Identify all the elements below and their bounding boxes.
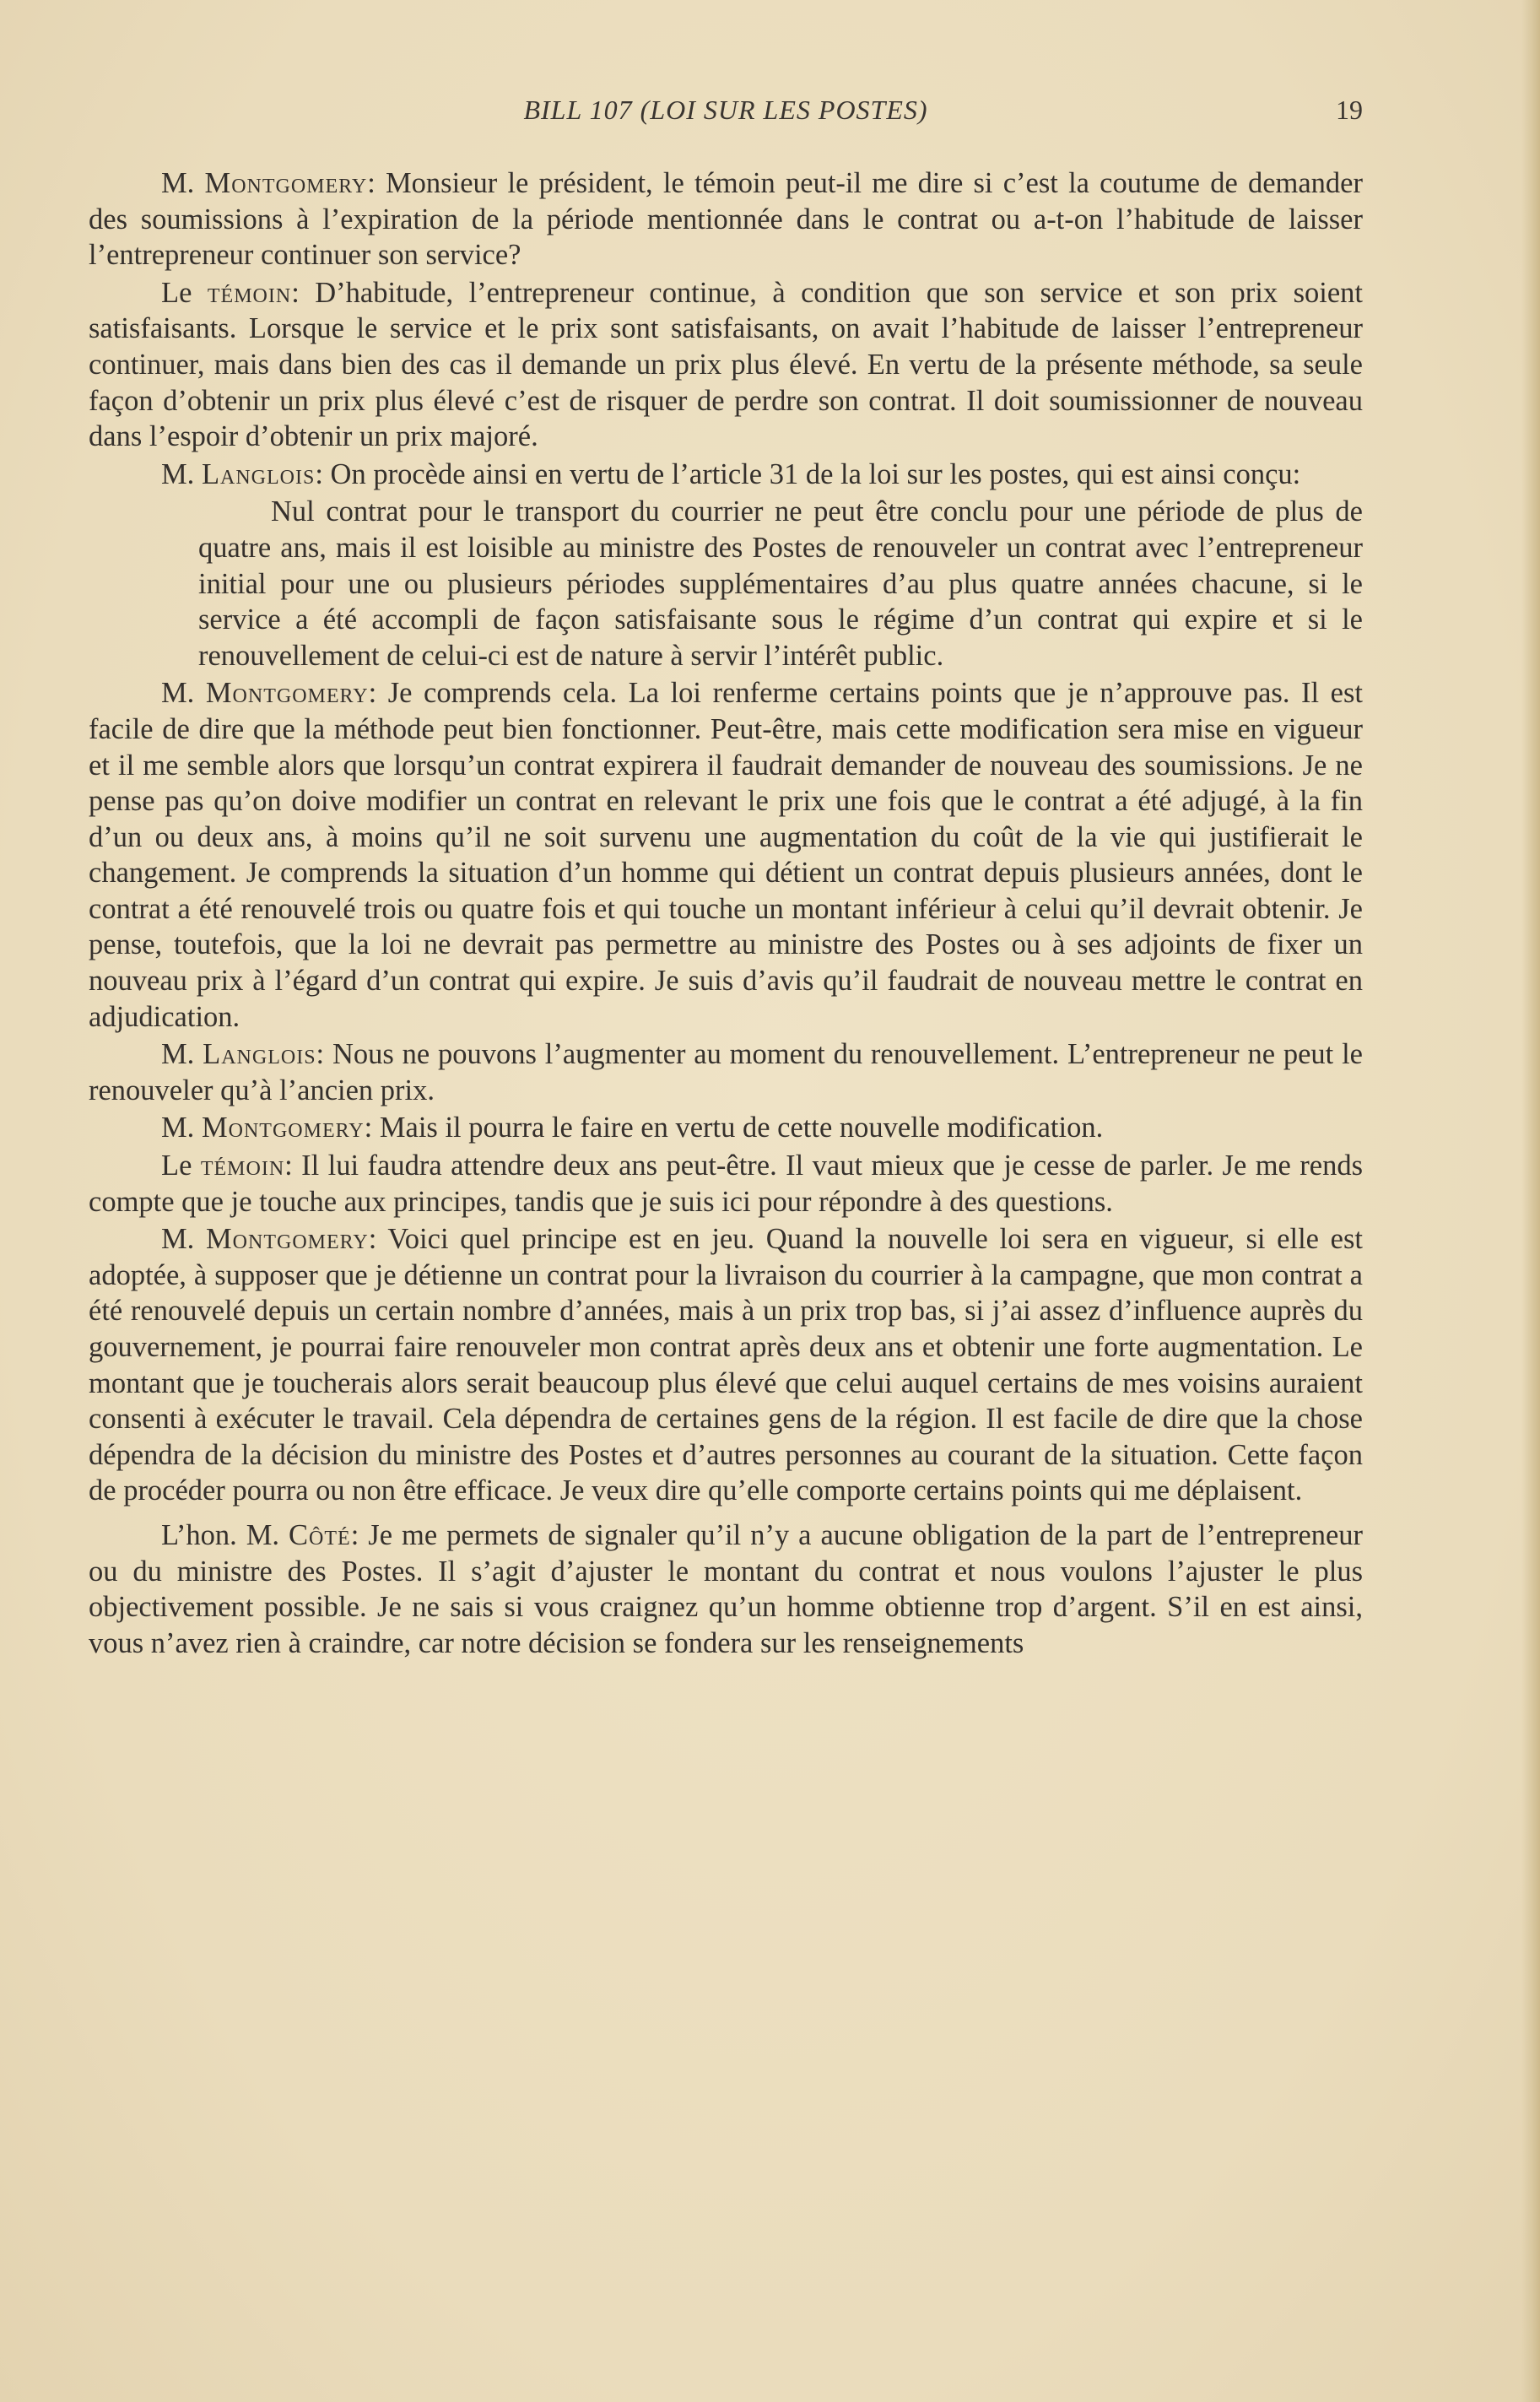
speech-paragraph [89,675,1363,1035]
speech-paragraph [89,1148,1363,1220]
speech-text: : Monsieur le président, le témoin peut-il me dire si c’est la coutume de demander des soumissions à l’expiration de la période mentionnée dans le contrat ou a-t-on l’habitude de laisser l’entrepreneur continuer son service? [89,167,1363,272]
speaker-prefix: M. [161,167,205,199]
speaker-prefix: L’hon. M. [161,1518,289,1551]
speech-paragraph [89,1110,1363,1146]
speech-paragraph [89,275,1363,455]
speech-text: : On procède ainsi en vertu de l’article 31 de la loi sur les postes, qui est ainsi conçu: [315,457,1301,490]
speech-text: : Je comprends cela. La loi renferme certains points que je n’approuve pas. Il est facile de dire que la méthode peut bien fonctionner. Peut-être, mais cette modification sera mise en vigueur et il me semble alors que lorsqu’un contrat expirera il faudrait demander de nouveau des soumissions. Je ne pense pas qu’on doive modifier un contrat en relevant le prix une fois que le contrat a été adjugé, à la fin d’un ou deux ans, à moins qu’il ne soit survenu une augmentation du coût de la vie qui justifierait le changement. Je comprends la situation d’un homme qui détient un contrat depuis plusieurs années, dont le contrat a été renouvelé trois ou quatre fois et qui touche un montant inférieur à celui qu’il devrait obtenir. Je pense, toutefois, que la loi ne devrait pas permettre au ministre des Postes ou à ses adjoints de fixer un nouveau prix à l’égard d’un contrat qui expire. Je suis d’avis qu’il faudrait de nouveau mettre le contrat en adjudication. [89,677,1363,1033]
speech-paragraph [89,457,1363,493]
speech-text: : Mais il pourra le faire en vertu de cette nouvelle modification. [364,1112,1104,1144]
speaker-prefix: M. [161,1038,203,1071]
speaker-name: Montgomery [201,1112,365,1144]
speech-paragraph [89,1036,1363,1108]
speaker-name: témoin [200,1150,285,1182]
speaker-name: Montgomery [206,1223,369,1256]
speaker-name: Montgomery [204,167,368,199]
speaker-name: Côté [289,1518,351,1551]
speech-text: : D’habitude, l’entrepreneur continue, à condition que son service et son prix soient satisfaisants. Lorsque le service et le prix sont satisfaisants, on avait l’habitude de laisser l’entrepreneur continuer, mais dans bien des cas il demande un prix plus élevé. En vertu de la présente méthode, sa seule façon d’obtenir un prix plus élevé c’est de risquer de perdre son contrat. Il doit soumissionner de nouveau dans l’espoir d’obtenir un prix majoré. [89,276,1364,453]
speech-paragraph [89,165,1363,273]
speech-text: : Voici quel principe est en jeu. Quand la nouvelle loi sera en vigueur, si elle est adoptée, à supposer que je détienne un contrat pour la livraison du courrier à la campagne, que mon contrat a été renouvelé depuis un certain nombre d’années, mais à un prix trop bas, si j’ai assez d’influence auprès du gouvernement, je pourrai faire renouveler mon contrat après deux ans et obtenir une forte augmentation. Le montant que je toucherais alors serait beaucoup plus élevé que celui auquel certains de mes voisins auraient consenti à exécuter le travail. Cela dépendra de certaines gens de la région. Il est facile de dire que la chose dépendra de la décision du ministre des Postes et d’autres personnes au courant de la situation. Cette façon de procéder pourra ou non être efficace. Je veux dire qu’elle comporte certains points qui me déplaisent. [89,1223,1363,1507]
running-title: BILL 107 (LOI SUR LES POSTES) [523,95,928,125]
page-number: 19 [1336,95,1363,125]
page-header [89,95,1363,135]
speaker-prefix: M. [161,457,202,490]
speaker-name: Langlois [201,457,316,490]
transcript-body [89,165,1363,1663]
speaker-prefix: Le [161,1150,201,1182]
speech-paragraph [89,1221,1363,1509]
speaker-prefix: M. [161,677,206,710]
speaker-name: Langlois [203,1038,316,1071]
speaker-prefix: M. [161,1112,202,1144]
speech-text: : Je me permets de signaler qu’il n’y a aucune obligation de la part de l’entrepreneur ou du ministre des Postes. Il s’agit d’ajuster le montant du contrat et nous voulons l’ajuster le plus objectivement possible. Je ne sais si vous craignez qu’un homme obtienne trop d’argent. S’il en est ainsi, vous n’avez rien à craindre, car notre décision se fondera sur les renseignements [89,1518,1364,1659]
speech-paragraph [89,1517,1363,1661]
speaker-name: témoin [207,276,292,309]
speaker-prefix: M. [161,1223,206,1256]
speaker-name: Montgomery [205,677,369,710]
speaker-prefix: Le [161,276,208,309]
quoted-law-article: Nul contrat pour le transport du courrier ne peut être conclu pour une période de plus de quatre ans, mais il est loisible au ministre des Postes de renouveler un contrat avec l’entrepreneur initial pour une ou plusieurs périodes supplémentaires d’au plus quatre années chacune, si le service a été accompli de façon satisfaisante sous le régime d’un contrat qui expire et si le renouvellement de celui-ci est de nature à servir l’intérêt public. [198,495,1363,672]
speech-text: : Nous ne pouvons l’augmenter au moment du renouvellement. L’entrepreneur ne peut le renouveler qu’à l’ancien prix. [89,1038,1363,1106]
page-edge-shadow [1521,0,1540,2402]
speech-text: : Il lui faudra attendre deux ans peut-être. Il vaut mieux que je cesse de parler. Je me rends compte que je touche aux principes, tandis que je suis ici pour répondre à des questions. [89,1150,1363,1218]
